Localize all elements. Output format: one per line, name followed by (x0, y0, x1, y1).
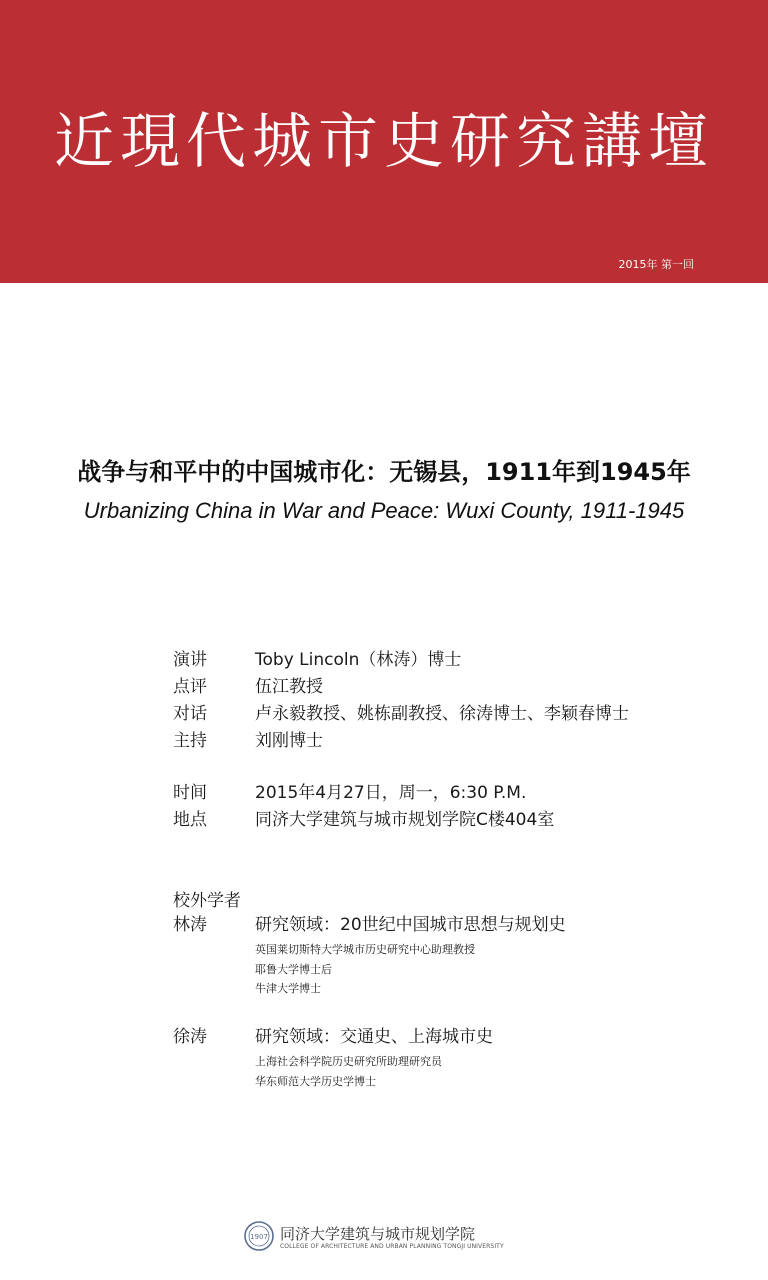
scholar-detail: 耶鲁大学博士后 (255, 963, 332, 976)
institution-name-english: COLLEGE OF ARCHITECTURE AND URBAN PLANNING TONGJI UNIVERSITY (280, 1243, 504, 1250)
role-label: 点评 (173, 677, 207, 697)
lecture-title-chinese: 战争与和平中的中国城市化：无锡县，1911年到1945年 (77, 458, 691, 486)
role-label: 主持 (173, 731, 207, 751)
seal-text: 1907 (250, 1233, 268, 1241)
scholar-detail: 英国莱切斯特大学城市历史研究中心助理教授 (255, 943, 475, 956)
scholars-heading: 校外学者 (173, 891, 241, 911)
role-value: 刘刚博士 (255, 731, 323, 751)
lecture-title-english: Urbanizing China in War and Peace: Wuxi County, 1911-1945 (83, 498, 685, 523)
series-title: 近現代城市史研究講壇 (54, 107, 714, 177)
event-value: 2015年4月27日，周一，6:30 P.M. (255, 783, 527, 803)
scholar-field: 研究领域：交通史、上海城市史 (255, 1027, 493, 1047)
event-label: 地点 (173, 810, 207, 830)
scholar-name: 徐涛 (173, 1027, 207, 1047)
role-label: 对话 (173, 704, 207, 724)
scholar-name: 林涛 (173, 915, 207, 935)
role-value: 卢永毅教授、姚栋副教授、徐涛博士、李颖春博士 (255, 704, 629, 724)
header-banner (0, 0, 768, 283)
scholar-detail: 牛津大学博士 (255, 982, 321, 995)
scholar-field: 研究领域：20世纪中国城市思想与规划史 (255, 915, 566, 935)
scholar-detail: 上海社会科学院历史研究所助理研究员 (255, 1055, 442, 1068)
role-label: 演讲 (173, 650, 207, 670)
event-value: 同济大学建筑与城市规划学院C楼404室 (255, 810, 555, 830)
edition-label: 2015年 第一回 (618, 258, 694, 271)
role-value: Toby Lincoln（林涛）博士 (255, 650, 462, 670)
institution-name: 同济大学建筑与城市规划学院 (280, 1225, 476, 1243)
role-value: 伍江教授 (255, 677, 323, 697)
university-seal-icon (244, 1221, 274, 1251)
event-label: 时间 (173, 783, 207, 803)
scholar-detail: 华东师范大学历史学博士 (255, 1075, 376, 1088)
